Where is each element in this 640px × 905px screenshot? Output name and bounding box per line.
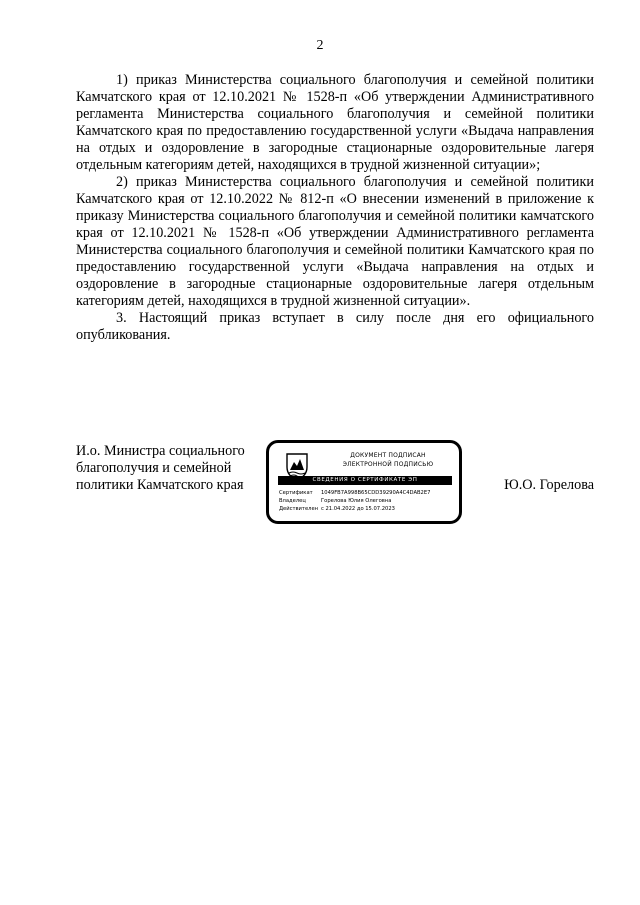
stamp-title-line: ЭЛЕКТРОННОЙ ПОДПИСЬЮ — [342, 461, 434, 468]
paragraph-order-1528: 1) приказ Министерства социального благополучия и семейной политики Камчатского края от 12.10.2021 № 1528-п «Об утверждении Административного регламента Министерства социального благополучия и семейной политики Камчатского края по предоставлению государственной услуги «Выдача направления на отдых и оздоровление в загородные стационарные оздоровительные лагеря отдельным категориям детей, находящихся в трудной жизненной ситуации»; — [76, 72, 594, 173]
paragraph-effective-date: 3. Настоящий приказ вступает в силу после дня его официального опубликования. — [76, 310, 594, 343]
electronic-signature-stamp — [266, 440, 462, 524]
stamp-row-owner — [279, 497, 457, 505]
stamp-row-validity — [279, 505, 457, 513]
stamp-details — [279, 489, 457, 513]
signer-name: Ю.О. Горелова — [504, 477, 594, 493]
stamp-row-certificate — [279, 489, 457, 497]
stamp-certificate-band: СВЕДЕНИЯ О СЕРТИФИКАТЕ ЭП — [278, 476, 452, 485]
signer-position — [76, 443, 266, 494]
stamp-row-value: с 21.04.2022 до 15.07.2023 — [321, 506, 395, 512]
signer-position-line: политики Камчатского края — [76, 477, 244, 493]
stamp-title-line: ДОКУМЕНТ ПОДПИСАН — [350, 452, 426, 459]
page-number: 2 — [316, 38, 324, 53]
stamp-row-label: Владелец — [279, 498, 306, 504]
document-body — [76, 72, 594, 344]
stamp-title — [323, 451, 453, 469]
stamp-row-label: Действителен — [279, 506, 319, 512]
signer-position-line: благополучия и семейной — [76, 460, 232, 476]
paragraph-order-812: 2) приказ Министерства социального благополучия и семейной политики Камчатского края от 12.10.2022 № 812-п «О внесении изменений в приложение к приказу Министерства социального благополучия и семейной политики камчатского края от 12.10.2021 № 1528-п «Об утверждении Административного регламента Министерства социального благополучия и семейной политики Камчатского края по предоставлению государственной услуги «Выдача направления на отдых и оздоровление в загородные стационарные оздоровительные лагеря отдельным категориям детей, находящихся в трудной жизненной ситуации». — [76, 174, 594, 309]
stamp-row-value: Горелова Юлия Олеговна — [321, 498, 392, 504]
stamp-row-value: 1049FB7A998B65CDD39290A4C4DAB2E7 — [321, 490, 431, 496]
signer-position-line: И.о. Министра социального — [76, 443, 245, 459]
stamp-row-label: Сертификат — [279, 490, 313, 496]
